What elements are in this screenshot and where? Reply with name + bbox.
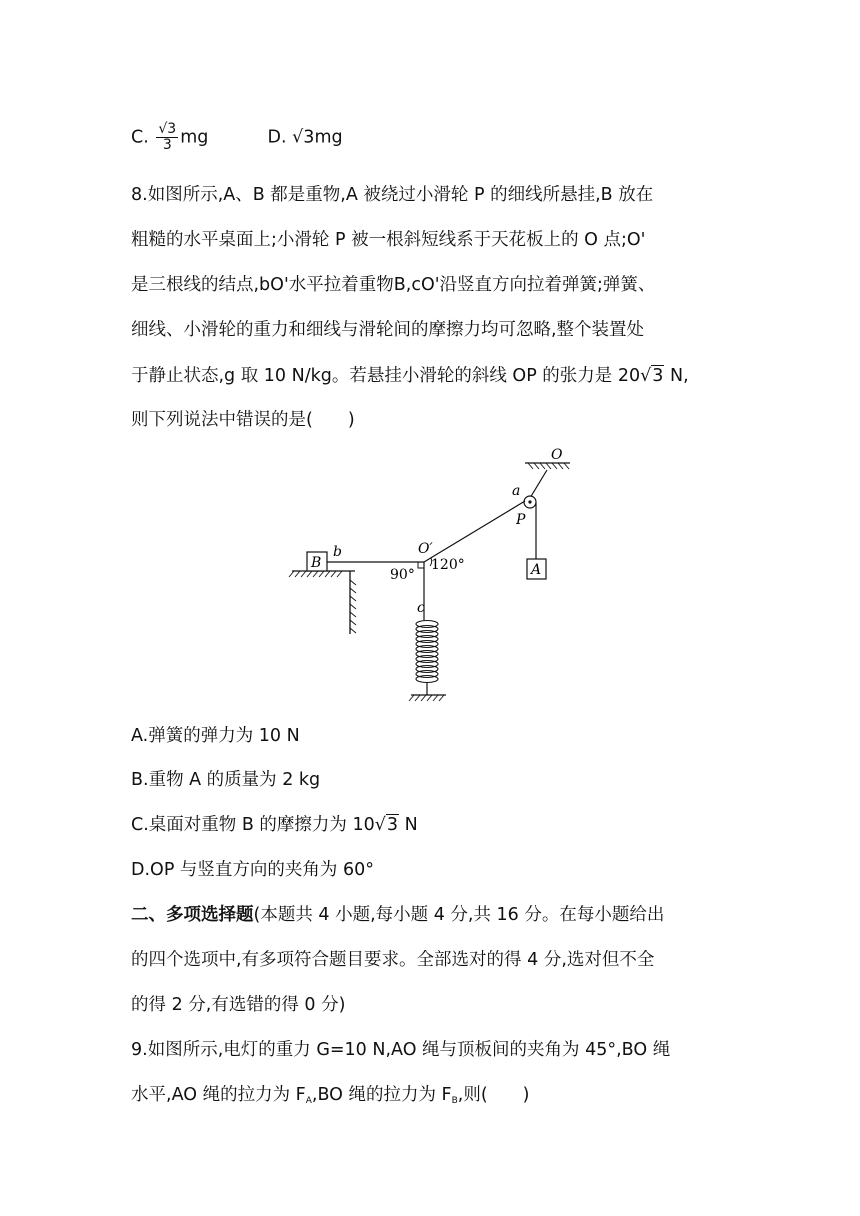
label-b: b bbox=[333, 544, 342, 560]
right-angle-mark bbox=[418, 562, 424, 568]
q8-option-a: A.弹簧的弹力为 10 N bbox=[131, 726, 300, 746]
q8-line-6: 则下列说法中错误的是( ) bbox=[131, 410, 355, 430]
label-weight-b: B bbox=[311, 555, 322, 571]
string-o-prime-p bbox=[424, 501, 525, 562]
q8-option-c-text: C.桌面对重物 B 的摩擦力为 10 bbox=[131, 815, 375, 835]
q8-line-1: 8.如图所示,A、B 都是重物,A 被绕过小滑轮 P 的细线所悬挂,B 放在 bbox=[131, 185, 654, 205]
q7-option-c-numerator: √3 bbox=[158, 121, 177, 137]
pulley-axle bbox=[528, 500, 531, 503]
q8-diagram-full bbox=[285, 445, 563, 710]
section-2-title: 二、多项选择题 bbox=[131, 905, 254, 925]
q9-sub-a: A bbox=[305, 1096, 312, 1106]
q8-line-5-text: 于静止状态,g 取 10 N/kg。若悬挂小滑轮的斜线 OP 的张力是 20 bbox=[131, 366, 641, 386]
q9-sub-b: B bbox=[451, 1096, 458, 1106]
floor-hatch bbox=[409, 695, 444, 701]
label-o-prime: O′ bbox=[418, 541, 433, 557]
q7-option-d-value: √3 bbox=[292, 127, 315, 148]
q9-line-2-text: 水平,AO 绳的拉力为 F bbox=[131, 1085, 306, 1105]
q7-option-c-label: C. bbox=[131, 127, 149, 148]
ceiling-hatch bbox=[528, 463, 569, 469]
q7-option-d-label: D. bbox=[267, 127, 287, 148]
q8-line-2: 粗糙的水平桌面上;小滑轮 P 被一根斜短线系于天花板上的 O 点;O' bbox=[131, 230, 646, 250]
label-a: a bbox=[512, 483, 521, 499]
spring bbox=[416, 621, 438, 683]
q7-option-c-denominator: 3 bbox=[162, 137, 172, 153]
q8-line-5-unit: N, bbox=[664, 366, 689, 386]
q8-option-d: D.OP 与竖直方向的夹角为 60° bbox=[131, 860, 375, 880]
q7-options-row bbox=[131, 122, 343, 153]
line-op bbox=[530, 470, 547, 498]
q9-line-2-end: ,则( ) bbox=[457, 1085, 530, 1105]
table-hatch bbox=[289, 571, 356, 633]
label-c: c bbox=[417, 600, 425, 616]
angle-120: 120° bbox=[431, 557, 465, 573]
q8-option-c bbox=[131, 813, 418, 837]
q8-option-c-unit: N bbox=[399, 815, 418, 835]
q8-option-c-radicand: 3 bbox=[386, 815, 399, 835]
angle-90: 90° bbox=[390, 567, 415, 583]
q9-line-1: 9.如图所示,电灯的重力 G=10 N,AO 绳与顶板间的夹角为 45°,BO 绳 bbox=[131, 1040, 671, 1060]
section-2-intro: (本题共 4 小题,每小题 4 分,共 16 分。在每小题给出 bbox=[253, 905, 665, 925]
q8-sqrt: √3 bbox=[640, 366, 664, 386]
q7-option-c-unit: mg bbox=[180, 127, 209, 148]
q7-option-c-fraction bbox=[156, 122, 178, 153]
q9-line-2-mid: ,BO 绳的拉力为 F bbox=[311, 1085, 452, 1105]
section-2-line-2: 的四个选项中,有多项符合题目要求。全部选对的得 4 分,选对但不全 bbox=[131, 950, 655, 970]
q8-line-5 bbox=[131, 364, 689, 388]
q8-line-4: 细线、小滑轮的重力和细线与滑轮间的摩擦力均可忽略,整个装置处 bbox=[131, 320, 645, 340]
q7-option-d-unit: mg bbox=[314, 127, 343, 148]
q9-line-2 bbox=[131, 1083, 530, 1113]
section-2-line-1 bbox=[131, 903, 664, 927]
section-2-line-3: 的得 2 分,有选错的得 0 分) bbox=[131, 995, 346, 1015]
label-weight-a: A bbox=[531, 562, 542, 578]
label-o: O bbox=[551, 447, 563, 463]
q8-option-c-sqrt: √3 bbox=[374, 815, 399, 835]
label-p: P bbox=[516, 512, 526, 528]
q8-line-3: 是三根线的结点,bO'水平拉着重物B,cO'沿竖直方向拉着弹簧;弹簧、 bbox=[131, 275, 656, 295]
q8-option-b: B.重物 A 的质量为 2 kg bbox=[131, 770, 321, 790]
q8-sqrt-radicand: 3 bbox=[652, 366, 664, 386]
